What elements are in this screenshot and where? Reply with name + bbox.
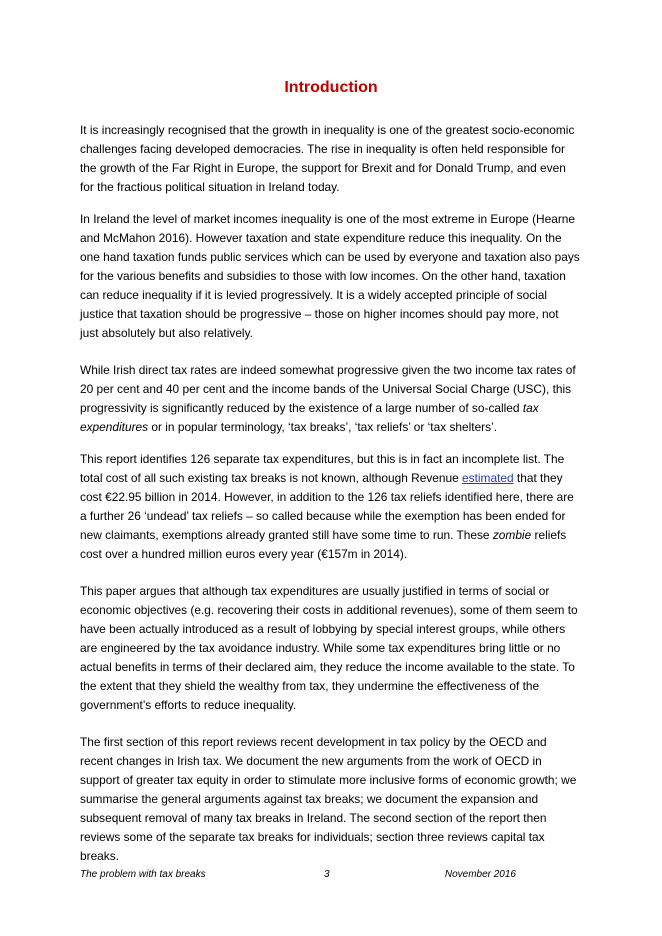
paragraph-3-text-b: or in popular terminology, ‘tax breaks’, ‘tax reliefs’ or ‘tax shelters’.: [148, 420, 498, 434]
page-footer: [80, 869, 516, 885]
paragraph-5: This paper argues that although tax expenditures are usually justified in terms of social or economic objectives (e.g. recovering their costs in additional revenues), some of them seem to have been actually introduced as a result of lobbying by special interest groups, while others are engineered by the tax avoidance industry. While some tax expenditures bring little or no actual benefits in terms of their declared aim, they reduce the income available to the state. To the extent that they shield the wealthy from tax, they undermine the effectiveness of the government’s efforts to reduce inequality.: [80, 584, 578, 712]
page-title: Introduction: [284, 79, 378, 96]
paragraph-1: It is increasingly recognised that the growth in inequality is one of the greatest socio-economic challenges facing developed democracies. The rise in inequality is often held responsible for the growth of the Far Right in Europe, the support for Brexit and for Donald Trump, and even for the fractious political situation in Ireland today.: [80, 123, 575, 194]
paragraph-4-text-a: This report identifies 126 separate tax expenditures, but this is in fact an incomplete list. The total cost of all such existing tax breaks is not known, although Revenue: [80, 452, 565, 485]
body-text: [80, 121, 580, 884]
paragraph-3-emphasis: tax expenditures: [80, 401, 539, 434]
estimated-link[interactable]: estimated: [462, 471, 514, 485]
paragraph-3-text-a: While Irish direct tax rates are indeed somewhat progressive given the two income tax rates of 20 per cent and 40 per cent and the income bands of the Universal Social Charge (USC), this progressivity is significantly reduced by the existence of a large number of so-called: [80, 363, 576, 415]
paragraph-4-text-c: reliefs cost over a hundred million euros every year (€157m in 2014).: [80, 528, 567, 561]
footer-date: November 2016: [444, 869, 516, 880]
footer-page-number: 3: [324, 869, 330, 880]
paragraph-6: The first section of this report reviews recent development in tax policy by the OECD and recent changes in Irish tax. We document the new arguments from the work of OECD in support of greater tax equity in order to stimulate more inclusive forms of economic growth; we summarise the general arguments against tax breaks; we document the expansion and subsequent removal of many tax breaks in Ireland. The second section of the report then reviews some of the separate tax breaks for individuals; section three reviews capital tax breaks.: [80, 735, 577, 863]
paragraph-4-text-b: that they cost €22.95 billion in 2014. However, in addition to the 126 tax reliefs identified here, there are a further 26 ‘undead’ tax reliefs – so called because while the exemption has been ended for new claimants, exemptions already granted still have some time to run. These: [80, 471, 574, 542]
paragraph-4-emphasis: zombie: [492, 528, 532, 542]
paragraph-2: In Ireland the level of market incomes inequality is one of the most extreme in Europe (Hearne and McMahon 2016). However taxation and state expenditure reduce this inequality. On the one hand taxation funds public services which can be used by everyone and taxation also pays for the various benefits and subsidies to those with low incomes. On the other hand, taxation can reduce inequality if it is levied progressively. It is a widely accepted principle of social justice that taxation should be progressive – those on higher incomes should pay more, not just absolutely but also relatively.: [80, 212, 580, 340]
footer-document-title: The problem with tax breaks: [80, 869, 206, 880]
paragraph-4: [80, 450, 580, 564]
paragraph-3: [80, 361, 580, 437]
